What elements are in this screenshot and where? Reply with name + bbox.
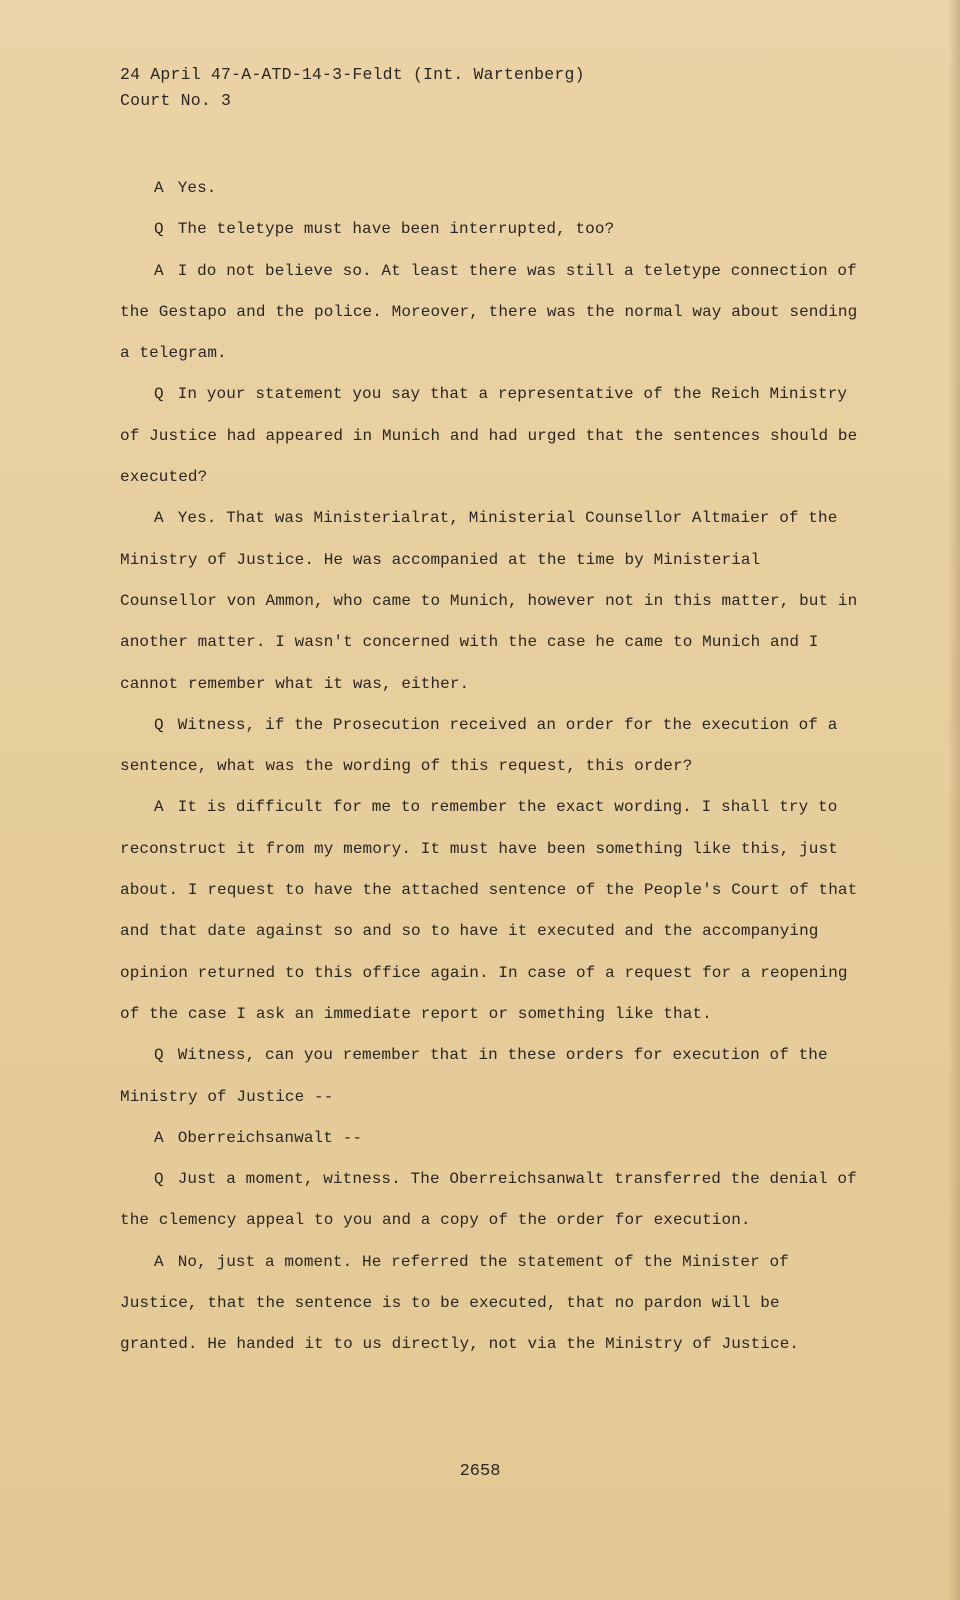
transcript-paragraph	[120, 787, 860, 1035]
paragraph-text: Witness, can you remember that in these orders for execution of the Ministry of Justice --	[120, 1046, 828, 1106]
speaker-label: A	[154, 1252, 164, 1271]
transcript-paragraph	[120, 168, 860, 209]
transcript-paragraph	[120, 374, 860, 498]
speaker-label: Q	[154, 1170, 164, 1189]
paragraph-text: Yes.	[177, 179, 217, 197]
page-number: 2658	[459, 1462, 501, 1481]
transcript-paragraph	[120, 209, 860, 250]
paragraph-text: Witness, if the Prosecution received an order for the execution of a sentence, what was the wording of this request, this order?	[120, 715, 838, 776]
paragraph-text: The teletype must have been interrupted, too?	[177, 220, 615, 239]
page-edge-shadow	[948, 0, 960, 1600]
speaker-label: Q	[154, 220, 164, 239]
paragraph-text: Yes. That was Ministerialrat, Ministerial Counsellor Altmaier of the Ministry of Justice. He was accompanied at the time by Ministerial Counsellor von Ammon, who came to Munich, however not in this matter, but in another matter. I wasn't concerned with the case he came to Munich and I cannot remember what it was, either.	[120, 509, 858, 693]
paragraph-text: I do not believe so. At least there was still a teletype connection of the Gestapo and the police. Moreover, there was the normal way about sending a telegram.	[120, 261, 858, 363]
paragraph-text: No, just a moment. He referred the statement of the Minister of Justice, that the sentence is to be executed, that no pardon will be granted. He handed it to us directly, not via the Ministry of Justice.	[120, 1252, 800, 1354]
speaker-label: A	[154, 179, 164, 197]
speaker-label: A	[154, 261, 164, 280]
speaker-label: Q	[154, 715, 164, 734]
header-line-1: 24 April 47-A-ATD-14-3-Feldt (Int. Wartenberg)	[120, 65, 585, 84]
speaker-label: A	[154, 509, 164, 528]
transcript-body	[120, 168, 860, 1366]
speaker-label: A	[154, 798, 164, 817]
header-line-2: Court No. 3	[120, 91, 232, 110]
paragraph-text: Just a moment, witness. The Oberreichsanwalt transferred the denial of the clemency appeal to you and a copy of the order for execution.	[120, 1170, 857, 1230]
paragraph-text: In your statement you say that a representative of the Reich Ministry of Justice had appeared in Munich and had urged that the sentences should be executed?	[120, 385, 858, 487]
transcript-paragraph	[120, 1159, 860, 1242]
speaker-label: Q	[154, 1046, 164, 1065]
transcript-paragraph	[120, 498, 860, 704]
transcript-paragraph	[120, 705, 860, 788]
speaker-label: Q	[154, 385, 164, 404]
transcript-paragraph	[120, 1118, 860, 1159]
transcript-paragraph	[120, 251, 860, 375]
speaker-label: A	[154, 1128, 164, 1147]
transcript-paragraph	[120, 1242, 860, 1366]
document-header	[120, 62, 585, 114]
paragraph-text: Oberreichsanwalt --	[177, 1128, 363, 1147]
transcript-paragraph	[120, 1035, 860, 1118]
paragraph-text: It is difficult for me to remember the exact wording. I shall try to reconstruct it from my memory. It must have been something like this, just about. I request to have the attached sentence of the People's Court of that and that date against so and so to have it executed and the accompanying opinion returned to this office again. In case of a request for a reopening of the case I ask an immediate report or something like that.	[120, 798, 858, 1023]
